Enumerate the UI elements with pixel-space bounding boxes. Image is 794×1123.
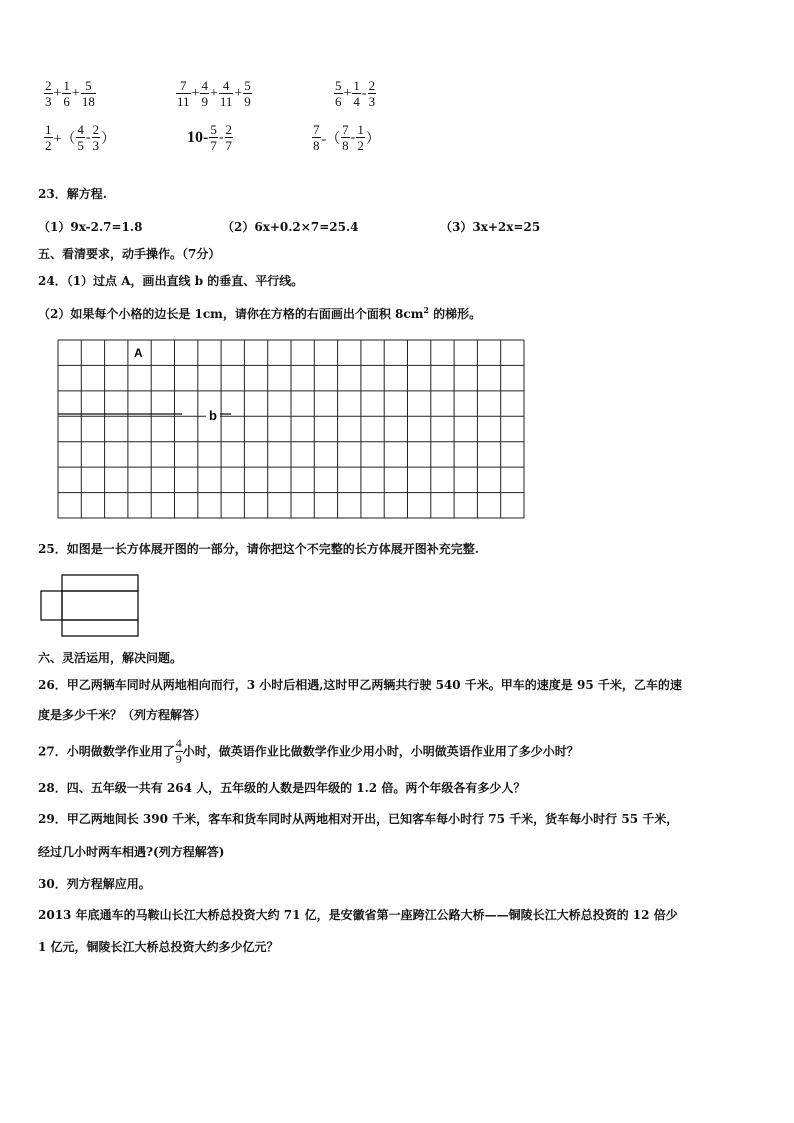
- q30-title: 30．列方程解应用。: [38, 877, 151, 891]
- section-6-heading: 六、灵活运用，解决问题。: [38, 651, 183, 665]
- q23-title: 23．解方程.: [38, 187, 107, 201]
- expr-row1-3: $\frac{5}{6}$ + $\frac{1}{4}$ - $\frac{2}{3}$: [335, 78, 376, 109]
- grid-figure[interactable]: [56, 338, 528, 522]
- q24-line1: 24．（1）过点 A，画出直线 b 的垂直、平行线。: [38, 274, 304, 288]
- expr-row2-2: 10- $\frac{5}{7}$ - $\frac{2}{7}$: [187, 122, 232, 153]
- q28-text: 28．四、五年级一共有 264 人，五年级的人数是四年级的 1.2 倍。两个年级各有多少人？: [38, 781, 526, 795]
- q23-part1: （1）9x-2.7=1.8: [38, 220, 143, 234]
- q30-line1: 2013 年底通车的马鞍山长江大桥总投资大约 71 亿，是安徽省第一座跨江公路大桥——铜陵长江大桥总投资的 12 倍少: [38, 908, 678, 922]
- net-left-face: [41, 591, 62, 620]
- q26-line2: 度是多少千米？（列方程解答）: [38, 708, 207, 722]
- q27-text: 27．小明做数学作业用了 $\frac{4}{9}$ 小时，做英语作业比做数学作业少用小时，小明做英语作业用了多少小时？: [38, 736, 579, 766]
- expr-row1-2: $\frac{7}{11}$ + $\frac{4}{9}$ + $\frac{4}{11}$ + $\frac{5}{9}$: [177, 78, 251, 109]
- expr-row1-1: $\frac{2}{3}$ + $\frac{1}{6}$ + $\frac{5}{18}$: [45, 78, 95, 109]
- q23-part3: （3）3x+2x=25: [440, 220, 541, 234]
- cuboid-net-figure: [38, 573, 142, 639]
- q26-line1: 26．甲乙两辆车同时从两地相向而行，3 小时后相遇,这时甲乙两辆共行驶 540 千米。甲车的速度是 95 千米，乙车的速: [38, 678, 682, 692]
- section-5-heading: 五、看清要求，动手操作。（7分）: [38, 247, 221, 261]
- expr-row2-1: $\frac{1}{2}$ +（ $\frac{4}{5}$ - $\frac{2}{3}$ ）: [45, 122, 116, 153]
- line-b-label: b: [209, 408, 217, 423]
- q23-part2: （2）6x+0.2×7=25.4: [222, 220, 359, 234]
- q24-line2: （2）如果每个小格的边长是 1cm，请你在方格的右面画出个面积 $8cm^2$ 的梯形。: [38, 305, 482, 321]
- q29-line2: 经过几小时两车相遇?(列方程解答): [38, 845, 225, 859]
- net-bottom-face: [62, 620, 138, 636]
- point-a-label: A: [134, 346, 143, 360]
- q30-line2: 1 亿元，铜陵长江大桥总投资大约多少亿元？: [38, 940, 279, 954]
- q25-text: 25．如图是一长方体展开图的一部分，请你把这个不完整的长方体展开图补充完整.: [38, 542, 479, 556]
- net-top-face: [62, 575, 138, 591]
- expr-row2-3: $\frac{7}{8}$ -（ $\frac{7}{8}$ - $\frac{1}{2}$ ）: [313, 122, 380, 153]
- net-front-face: [62, 591, 138, 620]
- q29-line1: 29．甲乙两地间长 390 千米，客车和货车同时从两地相对开出，已知客车每小时行 75 千米，货车每小时行 55 千米，: [38, 812, 679, 826]
